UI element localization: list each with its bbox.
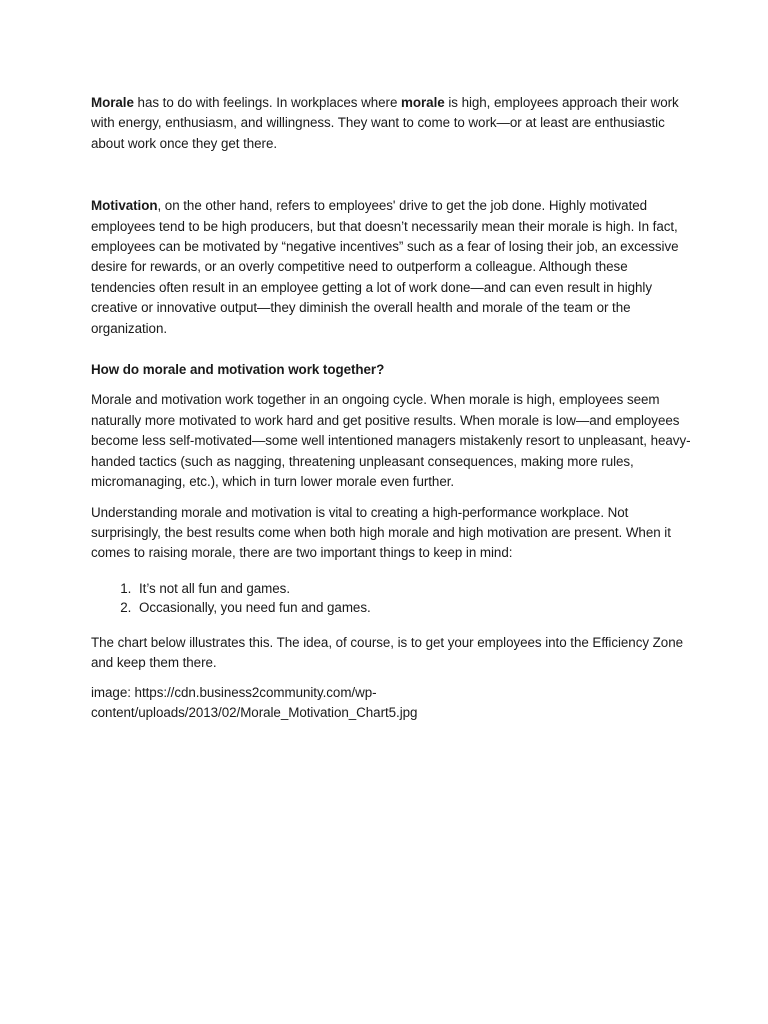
paragraph-understanding: Understanding morale and motivation is vital to creating a high-performance workplace. Not surprisingly, the best results come when both high morale and high motivation are present. When it comes to raising morale, there are two important things to keep in mind: — [91, 504, 671, 561]
paragraph-morale-text-b: is high, employees approach their work with energy, enthusiasm, and willingness. They want to come to work—or at least are enthusiastic about work once they get there. — [91, 95, 679, 151]
paragraph-morale — [91, 93, 691, 154]
paragraph-morale-text-a: has to do with feelings. In workplaces where — [133, 95, 402, 110]
section-heading: How do morale and motivation work together? — [91, 362, 385, 378]
term-morale-2: morale — [401, 95, 445, 110]
paragraph-cycle: Morale and motivation work together in an ongoing cycle. When morale is high, employees seem naturally more motivated to work hard and get positive results. When morale is low—and employees become less self-motivated—some well intentioned managers mistakenly resort to unpleasant, heavy-handed tactics (such as nagging, threatening unpleasant consequences, making more rules, micromanaging, etc.), which in turn lower morale even further. — [91, 392, 691, 490]
image-reference-line: image: https://cdn.business2community.com/wp-content/uploads/2013/02/Morale_Motivation_Chart5.jpg — [91, 684, 418, 720]
term-morale: Morale — [91, 95, 134, 110]
list-item: 2. Occasionally, you need fun and games. — [135, 598, 691, 617]
list-item: 1. It’s not all fun and games. — [135, 579, 691, 598]
paragraph-chart-intro: The chart below illustrates this. The idea, of course, is to get your employees into the Efficiency Zone and keep them there. — [91, 634, 683, 671]
term-motivation: Motivation — [91, 198, 158, 214]
paragraph-motivation — [91, 196, 691, 339]
document-page — [91, 93, 691, 723]
numbered-list — [91, 579, 691, 617]
paragraph-motivation-text: , on the other hand, refers to employees' drive to get the job done. Highly motivated employees tend to be high producers, but that doesn’t necessarily mean their morale is high. In fact, employees can be motivated by “negative incentives” such as a fear of losing their job, an excessive desire for rewards, or an overly competitive need to outperform a colleague. Although these tendencies often result in an employee getting a lot of work done—and can even result in highly creative or innovative output—they diminish the overall health and morale of the team or the organization. — [91, 198, 679, 336]
